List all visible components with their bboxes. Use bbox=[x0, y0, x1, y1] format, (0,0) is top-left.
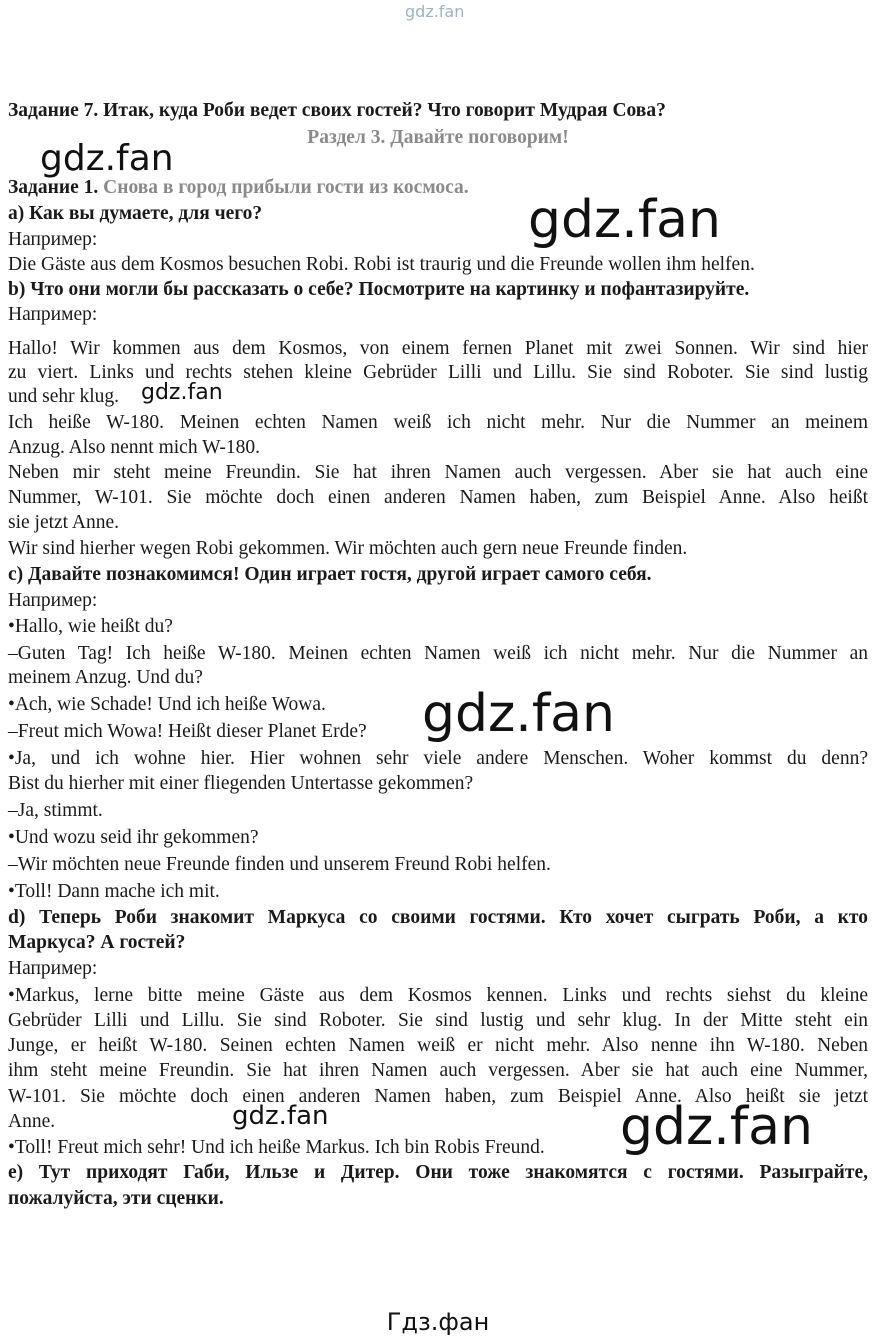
dialog-line: Bist du hierher mit einer fliegenden Untertasse gekommen? bbox=[8, 773, 474, 794]
watermark: gdz.fan bbox=[620, 1097, 813, 1157]
dialog-line: –Ja, stimmt. bbox=[8, 800, 103, 821]
question-c: c) Давайте познакомимся! Один играет гостя, другой играет самого себя. bbox=[8, 564, 652, 585]
example-label-a: Например: bbox=[8, 229, 98, 250]
dialog-line: –Wir möchten neue Freunde finden und unserem Freund Robi helfen. bbox=[8, 854, 551, 875]
task7-heading: Задание 7. Итак, куда Роби ведет своих гостей? Что говорит Мудрая Сова? bbox=[8, 100, 666, 121]
dialog-d-line: ihm steht meine Freundin. Sie hat ihren Namen auch vergessen. Aber sie hat auch eine Nummer, bbox=[8, 1060, 868, 1081]
answer-b-line: Hallo! Wir kommen aus dem Kosmos, von einem fernen Planet mit zwei Sonnen. Wir sind hier bbox=[8, 338, 868, 359]
watermark: gdz.fan bbox=[141, 380, 223, 405]
answer-b-line: Neben mir steht meine Freundin. Sie hat ihren Namen auch vergessen. Aber sie hat auch eine bbox=[8, 462, 868, 483]
dialog-line: •Hallo, wie heißt du? bbox=[8, 616, 173, 637]
example-label-c: Например: bbox=[8, 590, 98, 611]
answer-b-line: Ich heiße W-180. Meinen echten Namen weiß ich nicht mehr. Nur die Nummer an meinem bbox=[8, 412, 868, 433]
question-d-line1: d) Теперь Роби знакомит Маркуса со своими гостями. Кто хочет сыграть Роби, а кто bbox=[8, 907, 868, 928]
footer-caption: Гдз.фан bbox=[386, 1308, 490, 1336]
dialog-line: •Ach, wie Schade! Und ich heiße Wowa. bbox=[8, 694, 326, 715]
watermark: gdz.fan bbox=[232, 1101, 329, 1131]
dialog-d-line: Gebrüder Lilli und Lillu. Sie sind Roboter. Sie sind lustig und sehr klug. In der Mitte steht ein bbox=[8, 1010, 868, 1031]
question-a: a) Как вы думаете, для чего? bbox=[8, 203, 263, 224]
watermark: gdz.fan bbox=[528, 190, 721, 250]
watermark: gdz.fan bbox=[40, 138, 174, 179]
dialog-line: •Ja, und ich wohne hier. Hier wohnen sehr viele andere Menschen. Woher kommst du denn? bbox=[8, 748, 868, 769]
watermark: gdz.fan bbox=[422, 684, 615, 744]
example-label-b: Например: bbox=[8, 304, 98, 325]
question-e-line2: пожалуйста, эти сценки. bbox=[8, 1188, 224, 1209]
task1-text: Снова в город прибыли гости из космоса. bbox=[98, 177, 469, 198]
dialog-d-line: Junge, er heißt W-180. Seinen echten Namen weiß er nicht mehr. Also nenne ihn W-180. Neben bbox=[8, 1035, 868, 1056]
dialog-line: meinem Anzug. Und du? bbox=[8, 667, 203, 688]
question-d-line2: Маркуса? А гостей? bbox=[8, 932, 186, 953]
answer-b-line: Nummer, W-101. Sie möchte doch einen anderen Namen haben, zum Beispiel Anne. Also heißt bbox=[8, 487, 868, 508]
dialog-d-line: •Markus, lerne bitte meine Gäste aus dem Kosmos kennen. Links und rechts siehst du kleine bbox=[8, 985, 868, 1006]
header-watermark: gdz.fan bbox=[405, 2, 465, 21]
section-title: Раздел 3. Давайте поговорим! bbox=[307, 127, 569, 148]
dialog-d-line: •Toll! Freut mich sehr! Und ich heiße Markus. Ich bin Robis Freund. bbox=[8, 1137, 545, 1158]
task1-label: Задание 1. bbox=[8, 177, 99, 198]
dialog-d-line: Anne. bbox=[8, 1111, 56, 1132]
dialog-line: –Guten Tag! Ich heiße W-180. Meinen echten Namen weiß ich nicht mehr. Nur die Nummer an bbox=[8, 643, 868, 664]
answer-b-line: Anzug. Also nennt mich W-180. bbox=[8, 437, 261, 458]
example-label-d: Например: bbox=[8, 958, 98, 979]
answer-b-line: sie jetzt Anne. bbox=[8, 512, 120, 533]
question-e-line1: e) Тут приходят Габи, Ильзе и Дитер. Они тоже знакомятся с гостями. Разыграйте, bbox=[8, 1162, 868, 1183]
answer-b-line: und sehr klug. bbox=[8, 386, 120, 407]
answer-a: Die Gäste aus dem Kosmos besuchen Robi. Robi ist traurig und die Freunde wollen ihm helfen. bbox=[8, 254, 755, 275]
dialog-line: •Und wozu seid ihr gekommen? bbox=[8, 827, 259, 848]
dialog-line: –Freut mich Wowa! Heißt dieser Planet Erde? bbox=[8, 721, 367, 742]
answer-b-line: Wir sind hierher wegen Robi gekommen. Wir möchten auch gern neue Freunde finden. bbox=[8, 538, 688, 559]
answer-b-line: zu viert. Links und rechts stehen kleine Gebrüder Lilli und Lillu. Sie sind Roboter. Sie sind lustig bbox=[8, 362, 868, 383]
dialog-d-line: W-101. Sie möchte doch einen anderen Namen haben, zum Beispiel Anne. Also heißt sie jetzt bbox=[8, 1086, 868, 1107]
question-b: b) Что они могли бы рассказать о себе? Посмотрите на картинку и пофантазируйте. bbox=[8, 279, 750, 300]
task1-heading bbox=[8, 176, 868, 200]
dialog-line: •Toll! Dann mache ich mit. bbox=[8, 881, 220, 902]
